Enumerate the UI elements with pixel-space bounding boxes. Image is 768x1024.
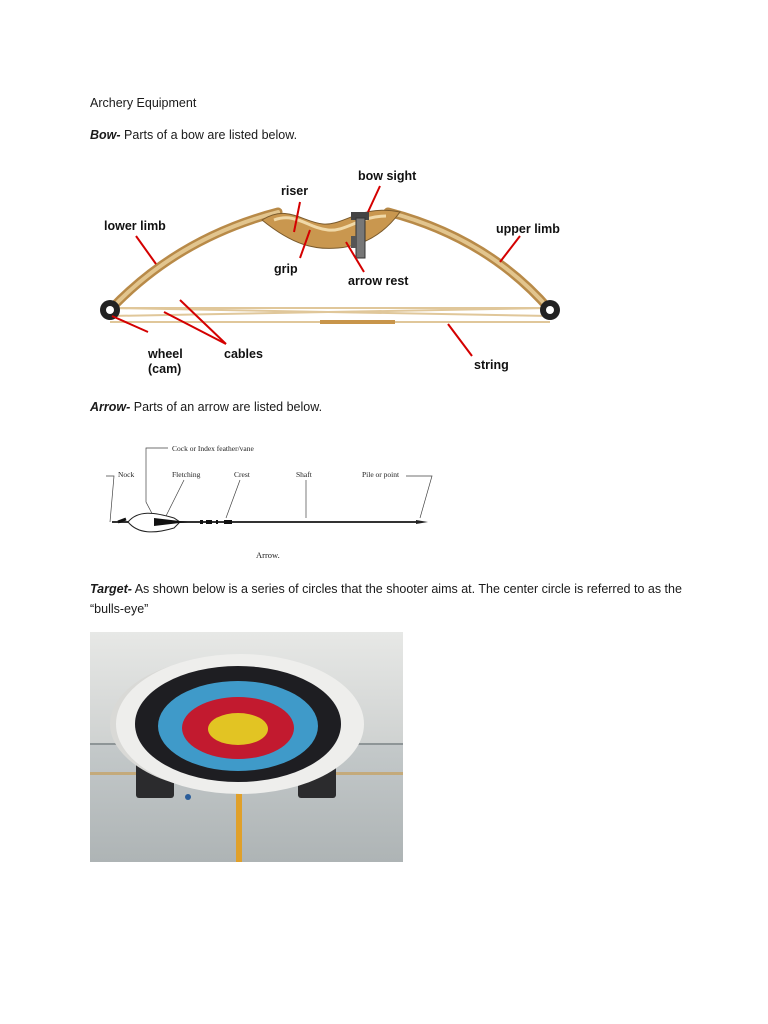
target-text: As shown below is a series of circles that the shooter aims at. The center circle is referred to as the “bulls-eye”	[90, 582, 682, 616]
floor-marker	[185, 794, 191, 800]
crest-pointer	[226, 480, 240, 518]
floor-line	[236, 782, 242, 862]
cables-pointer	[164, 312, 226, 344]
cam-label: (cam)	[148, 362, 182, 376]
nock-pointer	[106, 476, 114, 522]
riser-label: riser	[281, 184, 309, 198]
bow-sight-label: bow sight	[358, 169, 417, 183]
crest-label: Crest	[234, 470, 250, 479]
cables-label: cables	[224, 347, 263, 361]
bow-sight-pointer	[368, 186, 380, 212]
bow-diagram	[88, 160, 578, 385]
upper-wheel	[540, 300, 560, 320]
upper-limb-label: upper limb	[496, 222, 560, 236]
arrow-description	[90, 397, 322, 417]
lower-wheel	[100, 300, 120, 320]
fletching-pointer	[166, 480, 184, 516]
arrow-pile	[416, 520, 428, 524]
wheel-label: wheel	[148, 347, 183, 361]
grip-label: grip	[274, 262, 298, 276]
document-title: Archery Equipment	[90, 96, 197, 110]
target-description	[90, 579, 690, 619]
cock-label: Cock or Index feather/vane	[172, 444, 254, 453]
bow-text: Parts of a bow are listed below.	[120, 128, 298, 142]
string-label: string	[474, 358, 509, 372]
target-term: Target-	[90, 582, 132, 596]
arrow-diagram	[96, 440, 446, 565]
nock-label: Nock	[118, 470, 135, 479]
bow-description	[90, 125, 297, 145]
bow-term: Bow-	[90, 128, 121, 142]
lower-limb-pointer	[136, 236, 156, 264]
lower-limb-label: lower limb	[104, 219, 166, 233]
arrow-rest-shape	[351, 236, 357, 248]
wheel-pointer	[112, 316, 148, 332]
arrow-caption: Arrow.	[256, 550, 280, 560]
shaft-label: Shaft	[296, 470, 312, 479]
arrow-text: Parts of an arrow are listed below.	[130, 400, 323, 414]
target-photo	[90, 632, 403, 862]
bulls-eye	[208, 713, 268, 745]
arrow-term: Arrow-	[90, 400, 131, 414]
pile-pointer	[406, 476, 432, 518]
upper-limb-pointer	[500, 236, 520, 262]
string-pointer	[448, 324, 472, 356]
pile-label: Pile or point	[362, 470, 400, 479]
arrow-rest-label: arrow rest	[348, 274, 409, 288]
bow-sight-body	[356, 218, 365, 258]
fletching-label: Fletching	[172, 470, 201, 479]
